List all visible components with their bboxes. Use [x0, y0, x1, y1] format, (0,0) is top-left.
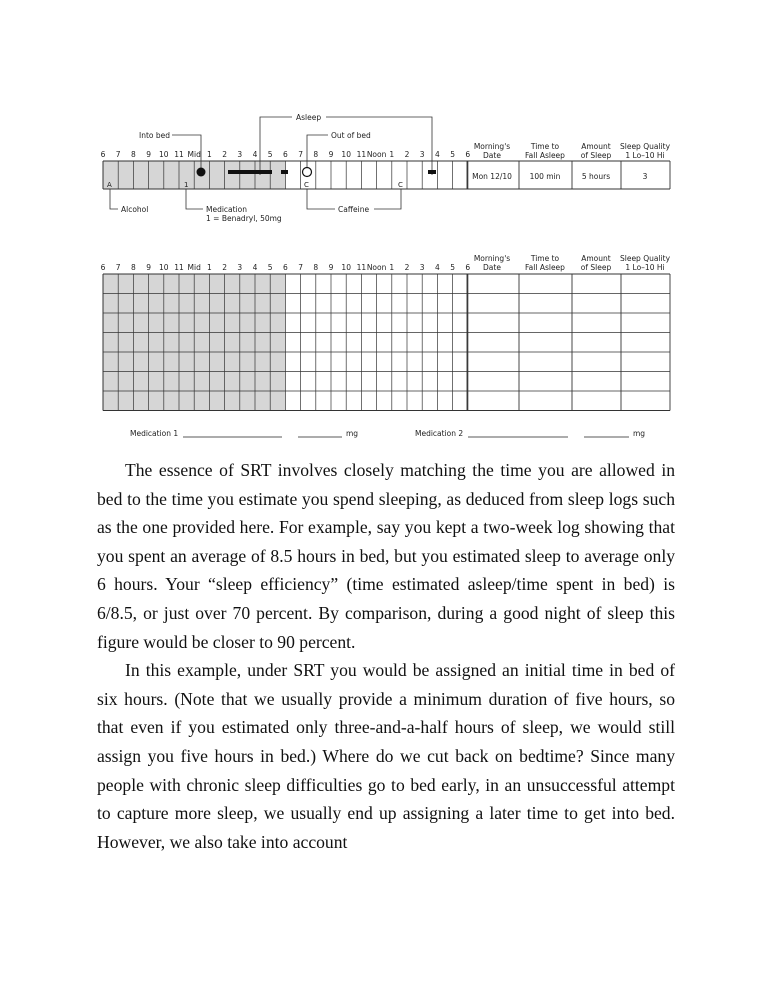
paragraph-1: The essence of SRT involves closely matching the time you are allowed in bed to the time you estimate you spend sleeping, as deduced from sleep logs such as the one provided here. For example, say you kept a two-week log showing that you spent an average of 8.5 hours in bed, but you estimated sleep to average only 6 hours. Your “sleep efficiency” (time estimated asleep/time spent in bed) is 6/8.5, or just over 70 percent. By comparison, during a good night of sleep this figure would be closer to 90 percent. [97, 460, 675, 652]
into-bed-marker [197, 168, 206, 177]
hour-label: 9 [146, 150, 151, 159]
hour-label: 6 [100, 150, 106, 159]
medication1-mg: mg [346, 429, 359, 438]
alcohol-annotation: Alcohol [121, 205, 149, 214]
hour-label: 9 [328, 150, 334, 159]
medication-annotation-detail: 1 = Benadryl, 50mg [206, 214, 282, 223]
medication1-label: Medication 1 [130, 429, 179, 438]
hour-label: 4 [435, 150, 440, 159]
header-date-line1: Morning's [473, 142, 511, 151]
blank-column-headers [474, 254, 671, 272]
hour-label: 7 [115, 150, 121, 159]
header-quality-line2: 1 Lo–10 Hi [625, 151, 665, 160]
blank-header-amount-line2: of Sleep [580, 263, 612, 272]
hour-label: 10 [341, 150, 351, 159]
hour-label: 9 [146, 263, 151, 272]
hour-label: 10 [159, 263, 169, 272]
hour-label: 11 [174, 150, 184, 159]
hour-label: 1 [207, 263, 212, 272]
out-of-bed-marker [303, 168, 312, 177]
hour-label: 6 [465, 263, 471, 272]
header-fall-asleep-line1: Time to [530, 142, 560, 151]
hour-label: Noon [366, 263, 387, 272]
out-of-bed-annotation: Out of bed [331, 131, 371, 140]
blank-header-date-line1: Morning's [473, 254, 511, 263]
caffeine-marker-1: C [304, 181, 309, 189]
hour-label: 10 [341, 263, 351, 272]
hour-label: 5 [450, 263, 455, 272]
hour-label: 7 [115, 263, 121, 272]
blank-header-fall-asleep-line1: Time to [530, 254, 560, 263]
body-text [97, 456, 675, 856]
hour-label: 3 [237, 263, 243, 272]
hour-label: 11 [356, 150, 367, 159]
hour-label: 2 [222, 150, 227, 159]
alcohol-marker: A [107, 181, 112, 189]
blank-header-quality-line1: Sleep Quality [619, 254, 671, 263]
header-amount-line2: of Sleep [580, 151, 612, 160]
hour-label: 10 [159, 150, 169, 159]
hour-label: 11 [356, 263, 367, 272]
hour-label: 6 [100, 263, 106, 272]
hour-label: 5 [267, 263, 273, 272]
header-fall-asleep-line2: Fall Asleep [525, 151, 565, 160]
row-quality: 3 [642, 172, 648, 181]
hour-label: 9 [328, 263, 334, 272]
hour-label: 6 [283, 150, 288, 159]
hour-label: 2 [404, 150, 410, 159]
hour-label: 1 [389, 263, 395, 272]
hour-label: Mid [187, 263, 201, 272]
hour-label: 6 [465, 150, 471, 159]
hour-label: 8 [131, 263, 136, 272]
caffeine-marker-2: C [398, 181, 403, 189]
hour-label: 4 [252, 150, 258, 159]
hour-label: 11 [174, 263, 184, 272]
hour-label: 4 [435, 263, 440, 272]
hour-label: 3 [419, 150, 425, 159]
hour-label: 5 [267, 150, 273, 159]
blank-header-date-line2: Date [483, 263, 501, 272]
medication-marker: 1 [184, 181, 189, 189]
blank-hour-labels [101, 263, 471, 272]
row-amount: 5 hours [581, 172, 611, 181]
hour-label: 8 [313, 150, 319, 159]
hour-label: 7 [298, 263, 303, 272]
header-amount-line1: Amount [581, 142, 611, 151]
hour-label: 3 [419, 263, 425, 272]
row-date: Mon 12/10 [472, 172, 512, 181]
blank-header-quality-line2: 1 Lo–10 Hi [625, 263, 665, 272]
header-date-line2: Date [483, 151, 501, 160]
header-quality-line1: Sleep Quality [619, 142, 671, 151]
into-bed-annotation: Into bed [139, 131, 171, 140]
hour-label: 3 [237, 150, 243, 159]
medication-footer [130, 429, 645, 438]
blank-header-fall-asleep-line2: Fall Asleep [525, 263, 565, 272]
asleep-annotation: Asleep [296, 113, 322, 122]
hour-label: 8 [131, 150, 136, 159]
hour-label: 5 [450, 150, 455, 159]
hour-label: Mid [187, 150, 201, 159]
blank-log-grid [103, 274, 670, 411]
hour-label: 4 [252, 263, 258, 272]
medication2-mg: mg [633, 429, 646, 438]
hour-label: 8 [313, 263, 319, 272]
hour-label: 6 [283, 263, 288, 272]
blank-header-amount-line1: Amount [581, 254, 611, 263]
hour-label: Noon [366, 150, 387, 159]
hour-label: 2 [222, 263, 227, 272]
example-column-headers [474, 142, 671, 160]
caffeine-annotation: Caffeine [338, 205, 370, 214]
row-fall-asleep: 100 min [529, 172, 561, 181]
paragraph-2: In this example, under SRT you would be assigned an initial time in bed of six hours. (Note that we usually provide a minimum duration of five hours, so that even if you estimated only three-and-a-half hours of sleep, we would still assign you five hours in bed.) Where do we cut back on bedtime? Since many people with chronic sleep difficulties go to bed early, in an unsuccessful attempt to capture more sleep, we usually end up assigning a later time to get into bed. However, we also take into account [97, 660, 675, 852]
hour-label: 1 [389, 150, 395, 159]
hour-label: 1 [207, 150, 212, 159]
example-hour-labels [101, 150, 471, 159]
medication2-label: Medication 2 [415, 429, 464, 438]
hour-label: 2 [404, 263, 410, 272]
blank-sleep-log [0, 250, 772, 440]
medication-annotation: Medication [206, 205, 248, 214]
hour-label: 7 [298, 150, 303, 159]
